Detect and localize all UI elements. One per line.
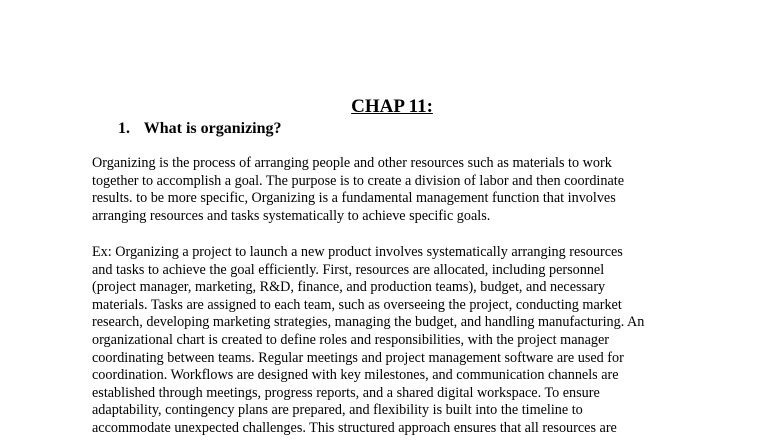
text-line: adaptability, contingency plans are prepared, and flexibility is built into the timeline to xyxy=(92,402,583,419)
text-line: arranging resources and tasks systematically to achieve specific goals. xyxy=(92,207,491,224)
text-line: coordination. Workflows are designed with key milestones, and communication channels are xyxy=(92,367,619,384)
text-line: established through meetings, progress reports, and a shared digital workspace. To ensure xyxy=(92,384,600,401)
text-line: (project manager, marketing, R&D, finance, and production teams), budget, and necessary xyxy=(92,279,606,296)
text-line: accommodate unexpected challenges. This structured approach ensures that all resources are xyxy=(92,419,617,436)
question-heading xyxy=(118,119,282,139)
text-line: together to accomplish a goal. The purpose is to create a division of labor and then coordinate xyxy=(92,172,624,189)
definition-paragraph xyxy=(92,155,712,225)
question-text: What is organizing? xyxy=(143,120,282,137)
text-line: results. to be more specific, Organizing is a fundamental management function that involves xyxy=(92,190,616,207)
text-line: coordinating between teams. Regular meetings and project management software are used for xyxy=(92,349,624,366)
example-paragraph xyxy=(92,244,712,438)
chapter-heading: CHAP 11: xyxy=(351,96,433,117)
text-line: and tasks to achieve the goal efficiently. First, resources are allocated, including personnel xyxy=(92,261,605,278)
question-number: 1. xyxy=(118,120,130,137)
text-line: research, developing marketing strategies, managing the budget, and handling manufacturing. An xyxy=(92,314,645,331)
text-line: materials. Tasks are assigned to each team, such as overseeing the project, conducting market xyxy=(92,296,622,313)
text-line: organizational chart is created to define roles and responsibilities, with the project manager xyxy=(92,331,610,348)
text-line: Organizing is the process of arranging people and other resources such as materials to work xyxy=(92,155,612,171)
text-line: Ex: Organizing a project to launch a new product involves systematically arranging resources xyxy=(92,244,623,260)
